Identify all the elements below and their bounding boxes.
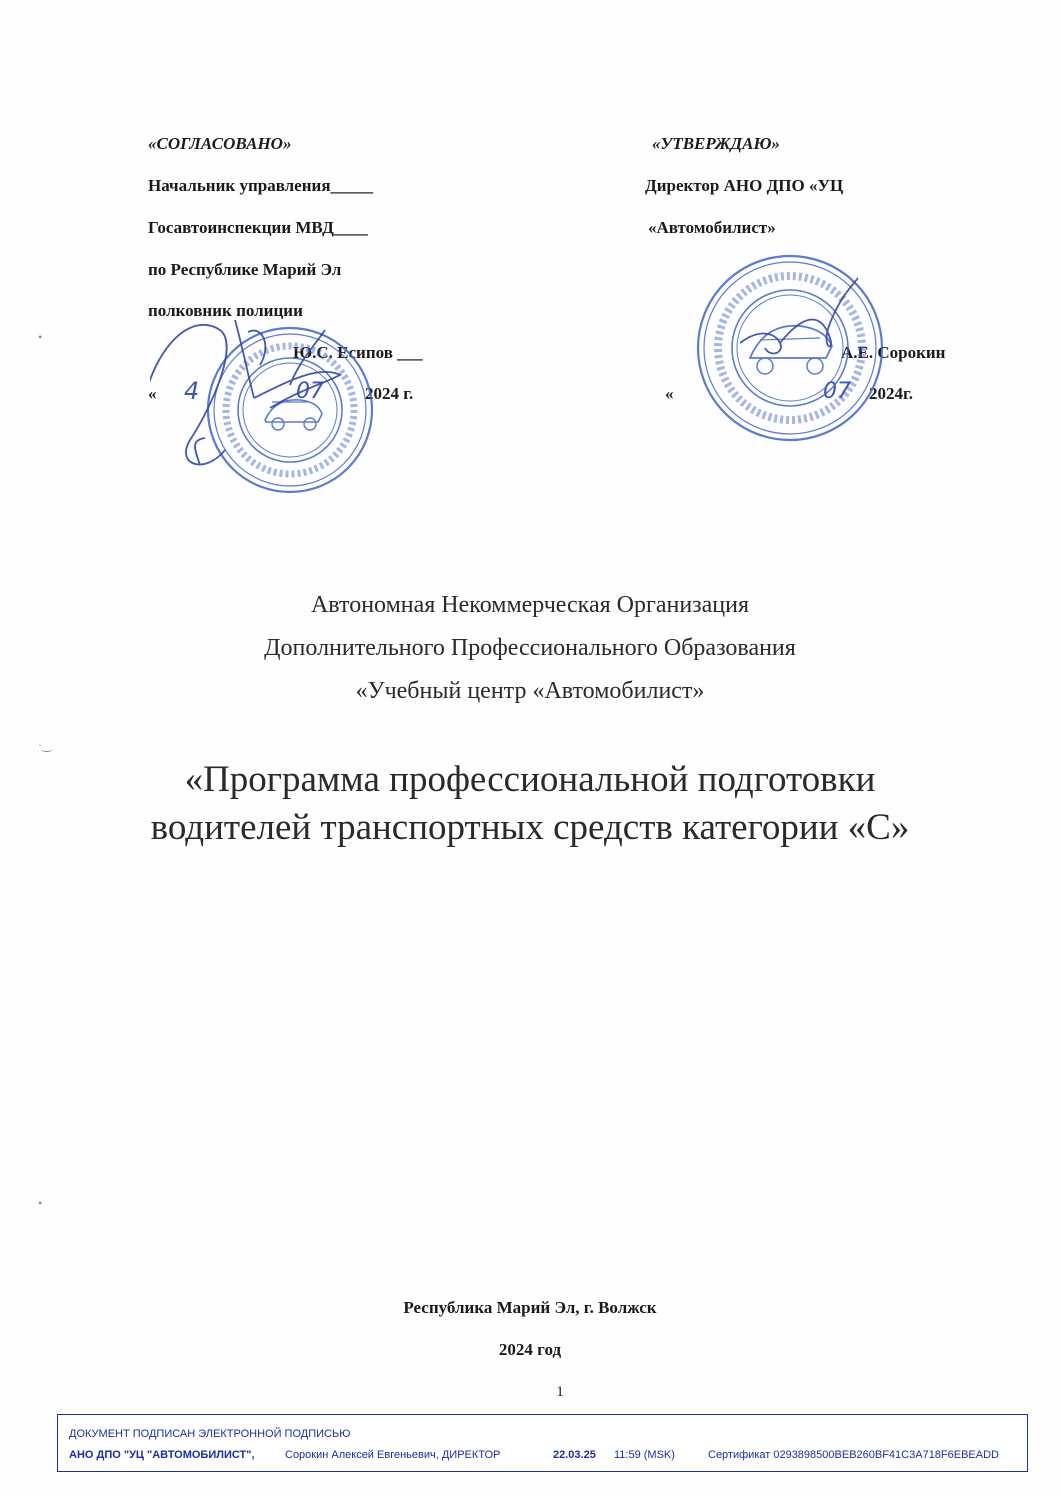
agreed-signature-line: Ю.С. Есипов ___ (293, 343, 423, 362)
e-signature-heading: ДОКУМЕНТ ПОДПИСАН ЭЛЕКТРОННОЙ ПОДПИСЬЮ (69, 1428, 351, 1440)
approved-line-2: «Автомобилист» (648, 218, 776, 237)
scan-speck: ·‿ (38, 738, 52, 752)
approved-date-open: « (665, 384, 674, 403)
e-signature-certificate: Сертификат 0293898500BEB260BF41C3A718F6EBEADD (708, 1449, 999, 1461)
approved-line-1: Директор АНО ДПО «УЦ (645, 176, 844, 195)
e-signature-signer: Сорокин Алексей Евгеньевич, ДИРЕКТОР (285, 1449, 501, 1461)
e-signature-time: 11:59 (MSK) (614, 1449, 675, 1461)
approved-signature-line: А.Е. Сорокин (841, 343, 946, 362)
organization-line-3: «Учебный центр «Автомобилист» (355, 678, 705, 704)
scan-speck: • (38, 330, 43, 344)
agreed-date-open: « (148, 384, 157, 403)
page-number: 1 (556, 1384, 564, 1400)
round-organization-seal-icon (680, 248, 900, 458)
agreed-line-1: Начальник управления_____ (148, 176, 374, 195)
electronic-signature-banner (57, 1414, 1028, 1472)
e-signature-date: 22.03.25 (553, 1449, 596, 1461)
agreed-header: «СОГЛАСОВАНО» (148, 134, 292, 153)
round-police-seal-icon (150, 290, 420, 520)
year-line: 2024 год (498, 1340, 562, 1359)
agreed-line-2: Госавтоинспекции МВД____ (148, 218, 368, 237)
document-title-line-2: водителей транспортных средств категории «С» (150, 807, 910, 848)
place-line: Республика Марий Эл, г. Волжск (403, 1298, 657, 1317)
approved-date-year: 2024г. (869, 384, 914, 403)
agreed-date-day: 4 (184, 377, 200, 405)
document-title-line-1: «Программа профессиональной подготовки (184, 759, 876, 800)
approved-header: «УТВЕРЖДАЮ» (652, 134, 780, 153)
e-signature-org: АНО ДПО "УЦ "АВТОМОБИЛИСТ", (69, 1449, 255, 1461)
organization-line-2: Дополнительного Профессионального Образования (264, 635, 796, 661)
agreed-date-year: 2024 г. (365, 384, 414, 403)
approved-date-month: 07 (823, 379, 851, 404)
handwritten-signature-icon (740, 278, 858, 353)
organization-line-1: Автономная Некоммерческая Организация (310, 592, 750, 618)
agreed-date-month: 07 (296, 379, 324, 404)
agreed-line-4: полковник полиции (148, 301, 303, 320)
scan-speck: • (38, 1196, 43, 1210)
agreed-line-3: по Республике Марий Эл (148, 260, 342, 279)
